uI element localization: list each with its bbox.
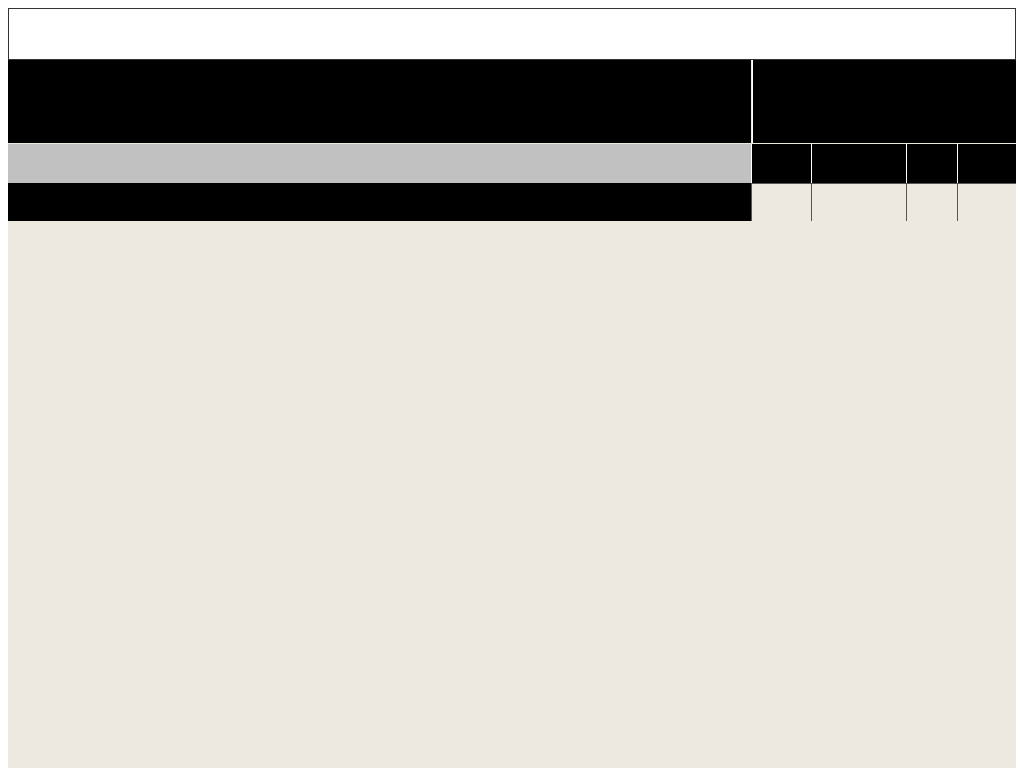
section-header <box>8 183 751 221</box>
column-advanced <box>811 144 906 183</box>
page-title <box>8 8 1016 60</box>
column-yes-no <box>906 144 957 183</box>
column-basic <box>751 144 811 183</box>
header-mission-analyses <box>752 60 1016 143</box>
section-cell-ukn <box>957 183 1016 221</box>
column-ukn <box>957 144 1016 183</box>
section-cell-yes-no <box>906 183 957 221</box>
subheader-spacer <box>8 144 751 183</box>
section-cell-advanced <box>811 183 906 221</box>
header-dynamics <box>8 60 751 143</box>
section-cell-basic <box>751 183 811 221</box>
isat-table <box>8 8 1016 768</box>
